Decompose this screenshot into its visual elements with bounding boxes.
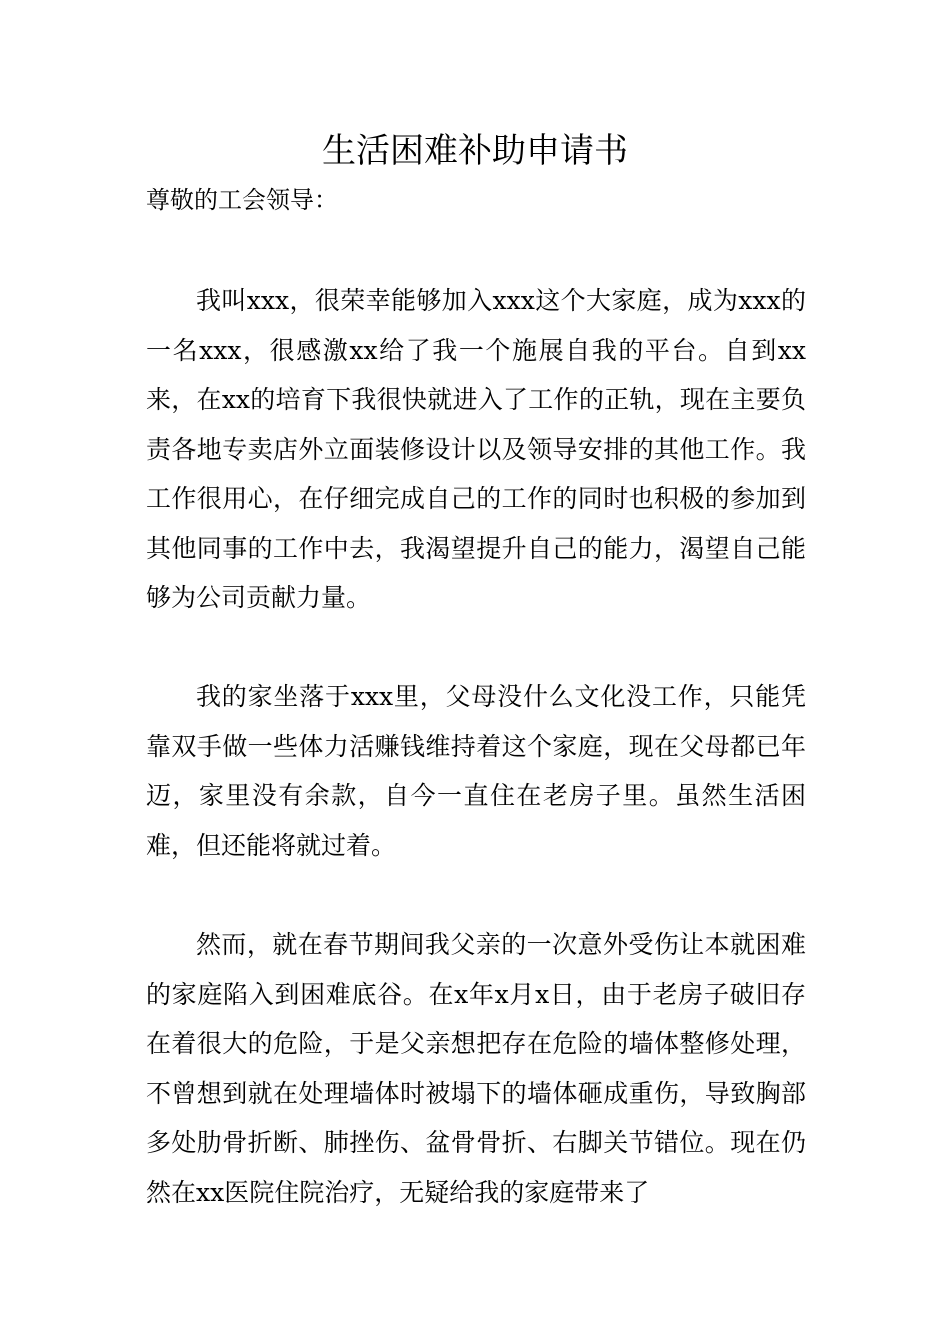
paragraph-3: 然而，就在春节期间我父亲的一次意外受伤让本就困难的家庭陷入到困难底谷。在x年x月x日，由于老房子破旧存在着很大的危险，于是父亲想把存在危险的墙体整修处理，不曾想到就在处理墙体时被塌下的墙体砸成重伤，导致胸部多处肋骨折断、肺挫伤、盆骨骨折、右脚关节错位。现在仍然在xx医院住院治疗，无疑给我的家庭带来了 bbox=[146, 930, 806, 1207]
document-title: 生活困难补助申请书 bbox=[322, 131, 628, 171]
salutation: 尊敬的工会领导： bbox=[146, 186, 338, 214]
paragraph-1: 我叫xxx，很荣幸能够加入xxx这个大家庭，成为xxx的一名xxx，很感激xx给了我一个施展自我的平台。自到xx来，在xx的培育下我很快就进入了工作的正轨，现在主要负责各地专卖店外立面装修设计以及领导安排的其他工作。我工作很用心，在仔细完成自己的工作的同时也积极的参加到其他同事的工作中去，我渴望提升自己的能力，渴望自己能够为公司贡献力量。 bbox=[146, 286, 806, 612]
paragraph-2: 我的家坐落于xxx里，父母没什么文化没工作，只能凭靠双手做一些体力活赚钱维持着这个家庭，现在父母都已年迈，家里没有余款，自今一直住在老房子里。虽然生活困难，但还能将就过着。 bbox=[146, 682, 806, 860]
